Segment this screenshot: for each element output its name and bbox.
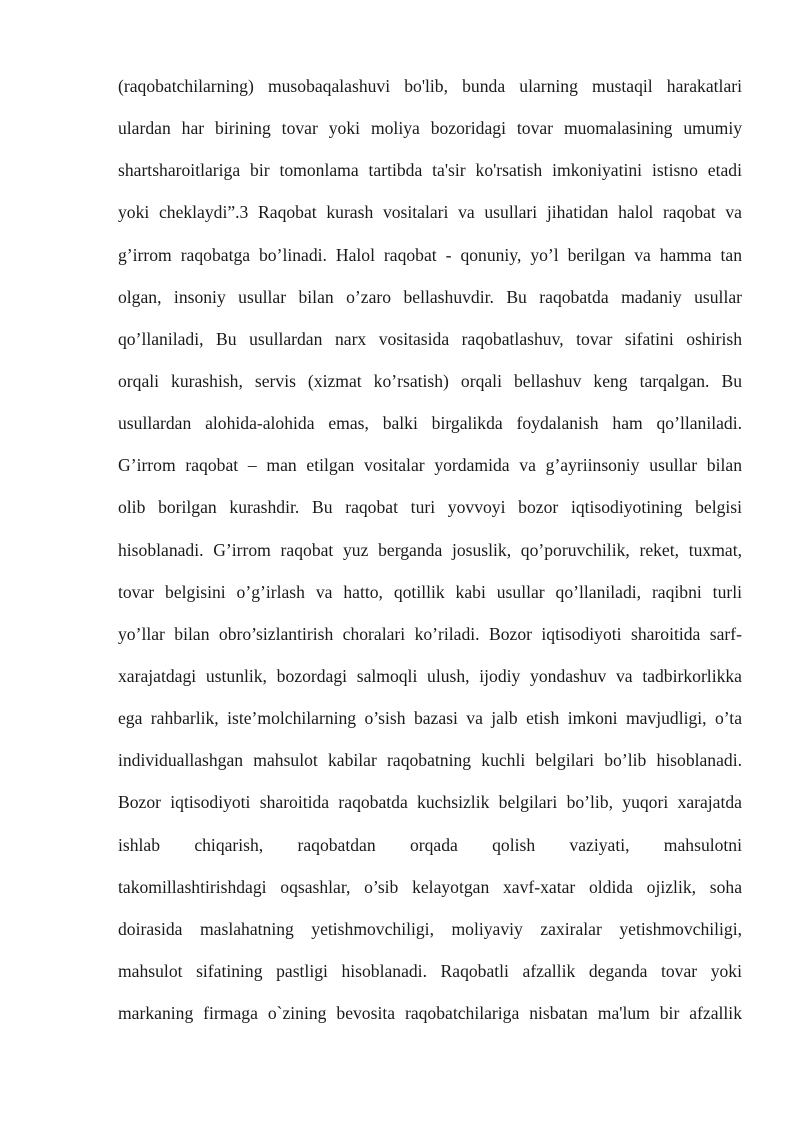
- body-text: [118, 70, 742, 1039]
- text-line: olib borilgan kurashdir. Bu raqobat turi yovvoyi bozor iqtisodiyotining belgisi: [118, 497, 742, 518]
- text-line: ega rahbarlik, iste’molchilarning o’sish bazasi va jalb etish imkoni mavjudligi, o’ta: [118, 708, 742, 729]
- text-line: shartsharoitlariga bir tomonlama tartibda ta'sir ko'rsatish imkoniyatini istisno etadi: [118, 160, 742, 181]
- text-line: orqali kurashish, servis (xizmat ko’rsatish) orqali bellashuv keng tarqalgan. Bu: [118, 370, 742, 391]
- text-line: yoki cheklaydi”.3 Raqobat kurash vositalari va usullari jihatidan halol raqobat va: [118, 202, 742, 223]
- text-line: individuallashgan mahsulot kabilar raqobatning kuchli belgilari bo’lib hisoblanadi.: [118, 750, 742, 771]
- text-line: mahsulot sifatining pastligi hisoblanadi. Raqobatli afzallik deganda tovar yoki: [118, 960, 742, 981]
- text-line: olgan, insoniy usullar bilan o’zaro bellashuvdir. Bu raqobatda madaniy usullar: [118, 286, 742, 307]
- text-line: doirasida maslahatning yetishmovchiligi, moliyaviy zaxiralar yetishmovchiligi,: [118, 918, 742, 939]
- text-line: markaning firmaga o`zining bevosita raqobatchilariga nisbatan ma'lum bir afzallik: [118, 1003, 742, 1024]
- text-line: takomillashtirishdagi oqsashlar, o’sib kelayotgan xavf-xatar oldida ojizlik, soha: [118, 876, 742, 897]
- text-line: G’irrom raqobat – man etilgan vositalar yordamida va g’ayriinsoniy usullar bilan: [118, 455, 742, 476]
- text-line: g’irrom raqobatga bo’linadi. Halol raqobat - qonuniy, yo’l berilgan va hamma tan: [118, 244, 742, 265]
- text-line: ulardan har birining tovar yoki moliya bozoridagi tovar muomalasining umumiy: [118, 118, 742, 139]
- text-line: xarajatdagi ustunlik, bozordagi salmoqli ulush, ijodiy yondashuv va tadbirkorlikka: [118, 665, 742, 686]
- text-line: yo’llar bilan obro’sizlantirish choralari ko’riladi. Bozor iqtisodiyoti sharoitida sarf-: [118, 623, 742, 644]
- text-line: ishlab chiqarish, raqobatdan orqada qolish vaziyati, mahsulotni: [118, 834, 742, 855]
- text-line: hisoblanadi. G’irrom raqobat yuz berganda josuslik, qo’poruvchilik, reket, tuxmat,: [118, 539, 742, 560]
- text-line: qo’llaniladi, Bu usullardan narx vositasida raqobatlashuv, tovar sifatini oshirish: [118, 328, 742, 349]
- text-line: (raqobatchilarning) musobaqalashuvi bo'lib, bunda ularning mustaqil harakatlari: [118, 76, 742, 96]
- text-line: Bozor iqtisodiyoti sharoitida raqobatda kuchsizlik belgilari bo’lib, yuqori xarajatda: [118, 792, 742, 813]
- text-line: usullardan alohida-alohida emas, balki birgalikda foydalanish ham qo’llaniladi.: [118, 413, 742, 434]
- text-line: tovar belgisini o’g’irlash va hatto, qotillik kabi usullar qo’llaniladi, raqibni turli: [118, 581, 742, 602]
